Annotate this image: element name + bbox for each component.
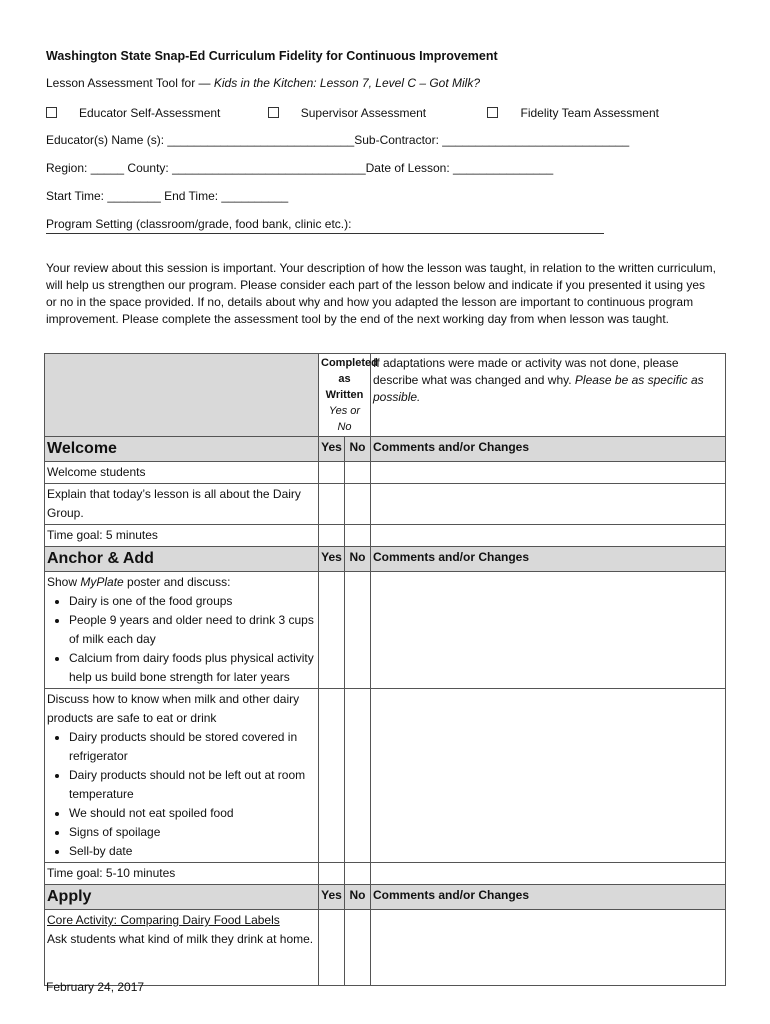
comments-header: Comments and/or Changes <box>371 885 726 910</box>
checkbox-educator[interactable] <box>46 106 242 120</box>
activity-cell: Welcome students <box>45 462 319 484</box>
footer-date: February 24, 2017 <box>46 980 145 994</box>
checkbox-label: Educator Self-Assessment <box>79 106 221 120</box>
no-cell[interactable] <box>345 910 371 986</box>
list-item: • Dairy products should be stored covered in refrigerator <box>69 728 316 766</box>
adaptation-header <box>371 354 726 437</box>
adapt-text: If adaptations were made or activity was not done, please describe what was changed and why. <box>373 356 679 387</box>
comments-cell[interactable] <box>371 462 726 484</box>
educator-name-field[interactable]: Educator(s) Name (s): ____________________________ <box>46 133 355 147</box>
no-cell[interactable] <box>345 572 371 689</box>
program-setting-label: Program Setting (classroom/grade, food bank, clinic etc.): <box>46 217 352 231</box>
activity-cell <box>45 910 319 986</box>
comments-cell[interactable] <box>371 863 726 885</box>
bullet-list <box>47 728 316 861</box>
completed-line2: as Written <box>325 373 364 401</box>
activity-cell <box>45 572 319 689</box>
comments-cell[interactable] <box>371 910 726 986</box>
list-item: • Dairy is one of the food groups <box>69 592 316 611</box>
show-suffix: poster and discuss: <box>123 575 231 589</box>
table-row <box>45 484 726 525</box>
adapt-italic: Please be as specific as possible. <box>373 373 704 404</box>
yes-cell[interactable] <box>319 863 345 885</box>
ask-text: Ask students what kind of milk they drink at home. <box>47 932 314 946</box>
list-item: • Calcium from dairy foods plus physical activity help us build bone strength for later years <box>69 649 316 687</box>
completed-header <box>319 354 378 437</box>
assessment-table <box>44 353 726 986</box>
subcontractor-field[interactable]: Sub-Contractor: ____________________________ <box>354 133 630 147</box>
section-row-welcome <box>45 437 726 462</box>
region-county-field[interactable]: Region: _____ County: _____________________________ <box>46 161 366 175</box>
yes-cell[interactable] <box>319 689 345 863</box>
list-item: • Sell-by date <box>69 842 316 861</box>
list-item: • Signs of spoilage <box>69 823 316 842</box>
bullet-list <box>47 592 316 687</box>
no-cell[interactable] <box>345 689 371 863</box>
checkbox-box[interactable] <box>487 107 498 118</box>
yes-cell[interactable] <box>319 525 345 547</box>
activity-cell <box>45 689 319 863</box>
section-row-apply <box>45 885 726 910</box>
lesson-subtitle <box>46 76 480 90</box>
yes-cell[interactable] <box>319 910 345 986</box>
yes-header: Yes <box>319 437 345 462</box>
table-row <box>45 910 726 986</box>
section-title: Apply <box>45 885 319 910</box>
no-cell[interactable] <box>345 863 371 885</box>
lesson-date-field[interactable]: Date of Lesson: _______________ <box>365 161 554 175</box>
comments-cell[interactable] <box>371 689 726 863</box>
show-prefix: Show <box>47 575 81 589</box>
myplate-text: MyPlate <box>80 575 124 589</box>
checkbox-supervisor[interactable] <box>268 106 448 120</box>
region-row <box>46 161 553 175</box>
no-cell[interactable] <box>345 484 371 525</box>
table-header-row <box>45 354 726 437</box>
list-item: • We should not eat spoiled food <box>69 804 316 823</box>
comments-header: Comments and/or Changes <box>371 437 726 462</box>
checkbox-label: Supervisor Assessment <box>300 106 427 120</box>
comments-cell[interactable] <box>371 484 726 525</box>
lesson-name: Kids in the Kitchen: Lesson 7, Level C – Got Milk? <box>213 76 480 90</box>
no-cell[interactable] <box>345 525 371 547</box>
list-item: • People 9 years and older need to drink 3 cups of milk each day <box>69 611 316 649</box>
table-row <box>45 572 726 689</box>
activity-cell: Explain that today’s lesson is all about the Dairy Group. <box>45 484 319 525</box>
comments-cell[interactable] <box>371 572 726 689</box>
yes-header: Yes <box>319 885 345 910</box>
table-row <box>45 689 726 863</box>
no-header: No <box>345 437 371 462</box>
checkbox-fidelity-team[interactable] <box>487 106 681 120</box>
completed-line1: Completed <box>321 357 378 369</box>
assessment-type-checkboxes <box>46 106 703 120</box>
no-cell[interactable] <box>345 462 371 484</box>
section-title: Welcome <box>45 437 319 462</box>
activity-cell: Time goal: 5 minutes <box>45 525 319 547</box>
table-row <box>45 462 726 484</box>
comments-cell[interactable] <box>371 525 726 547</box>
header-blank <box>45 354 319 437</box>
core-activity-title: Core Activity: Comparing Dairy Food Labels <box>47 913 280 927</box>
yes-cell[interactable] <box>319 484 345 525</box>
no-header: No <box>345 885 371 910</box>
document-title: Washington State Snap-Ed Curriculum Fidelity for Continuous Improvement <box>46 49 498 63</box>
checkbox-box[interactable] <box>268 107 279 118</box>
checkbox-box[interactable] <box>46 107 57 118</box>
program-setting-line[interactable] <box>46 233 604 234</box>
subtitle-prefix: Lesson Assessment Tool for — <box>46 76 214 90</box>
section-title: Anchor & Add <box>45 547 319 572</box>
educator-name-row <box>46 133 629 147</box>
time-field[interactable]: Start Time: ________ End Time: __________ <box>46 189 289 203</box>
table-row <box>45 525 726 547</box>
intro-paragraph: Your review about this session is important. Your description of how the lesson was taught, in relation to the written curriculum, will help us strengthen our program. Please consider each part of the lesson below and indicate if you presented it using yes or no in the space provided. If no, details about why and how you adapted the lesson are important to continuous program improvement. Please complete the assessment tool by the end of the next working day from when lesson was taught. <box>46 261 716 326</box>
yes-cell[interactable] <box>319 462 345 484</box>
no-header: No <box>345 547 371 572</box>
comments-header: Comments and/or Changes <box>371 547 726 572</box>
list-item: • Dairy products should not be left out at room temperature <box>69 766 316 804</box>
discuss-text: Discuss how to know when milk and other dairy products are safe to eat or drink <box>47 692 300 725</box>
section-row-anchor <box>45 547 726 572</box>
checkbox-label: Fidelity Team Assessment <box>520 106 659 120</box>
yes-header: Yes <box>319 547 345 572</box>
yes-cell[interactable] <box>319 572 345 689</box>
table-row <box>45 863 726 885</box>
completed-line3: Yes or No <box>328 405 361 433</box>
activity-cell: Time goal: 5-10 minutes <box>45 863 319 885</box>
